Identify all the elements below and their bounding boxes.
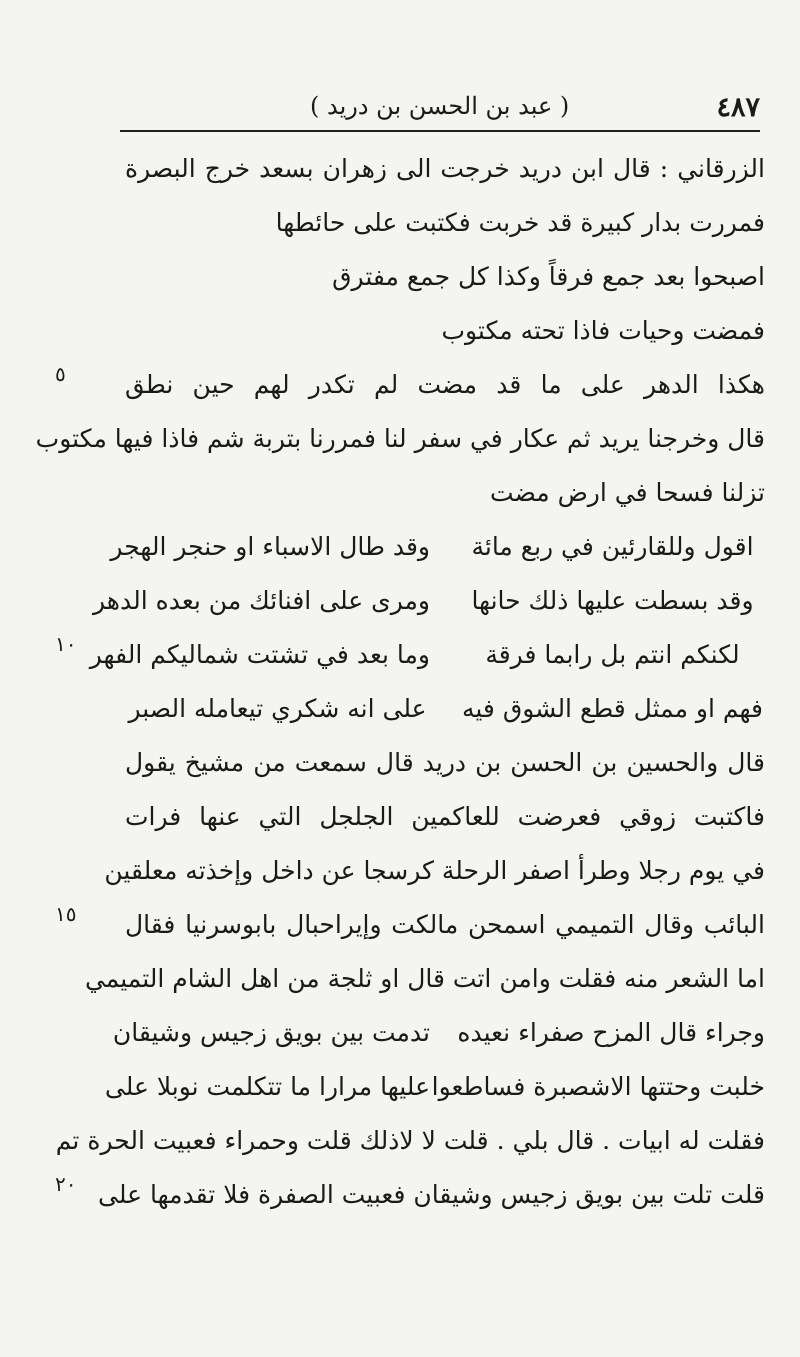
verse-row bbox=[89, 628, 765, 682]
text-line: الزرقاني : قال ابن دريد خرجت الى زهران بسعد خرج البصرة bbox=[125, 154, 765, 183]
verse-hemistich: اقول وللقارئين في ربع مائة bbox=[471, 532, 754, 561]
verse-hemistich: عليها مرارا ما تتكلمت نوبلا على bbox=[104, 1072, 430, 1101]
text-line: هكذا الدهر على ما قد مضت لم تكدر لهم حين نطق bbox=[125, 370, 765, 399]
line-number-margin: ٥ bbox=[55, 362, 66, 386]
page-number: ٤٨٧ bbox=[716, 92, 760, 123]
verse-row bbox=[125, 682, 765, 736]
verse-hemistich: وقد بسطت عليها ذلك حانها bbox=[471, 586, 754, 615]
text-line: قال والحسين بن الحسن بن دريد قال سمعت من مشيخ يقول bbox=[125, 748, 765, 777]
text-line: فمضت وحيات فاذا تحته مكتوب bbox=[441, 316, 765, 345]
text-line: فمررت بدار كبيرة قد خربت فكتبت على حائطها bbox=[275, 208, 765, 237]
verse-hemistich: خلبت وحتتها الاشصبرة فساطعوا bbox=[431, 1072, 765, 1101]
line-number-margin: ١٠ bbox=[55, 632, 77, 656]
text-line: قلت تلت بين بويق زجيس وشيقان فعبيت الصفرة فلا تقدمها على bbox=[98, 1180, 765, 1209]
text-line: تزلنا فسحا في ارض مضت bbox=[490, 478, 765, 507]
verse-hemistich: لكنكم انتم بل رابما فرقة bbox=[485, 640, 740, 669]
text-line: فقلت له ابيات . قال بلي . قلت لا لاذلك قلت وحمراء فعبيت الحرة تم bbox=[55, 1126, 765, 1155]
running-title: ( عبد بن الحسن بن دريد ) bbox=[310, 92, 570, 120]
verse-hemistich: فهم او ممثل قطع الشوق فيه bbox=[461, 694, 764, 723]
verse-row bbox=[93, 574, 765, 628]
verse-row bbox=[125, 250, 765, 304]
verse-row bbox=[104, 1060, 765, 1114]
header-rule bbox=[120, 130, 760, 132]
verse-hemistich: على انه شكري تيعامله الصبر bbox=[128, 694, 427, 723]
text-line: فاكتبت زوقي فعرضت للعاكمين الجلجل التي عنها فرات bbox=[125, 802, 765, 831]
line-number-margin: ٢٠ bbox=[55, 1172, 77, 1196]
verse-hemistich: وقد طال الاسباء او حنجر الهجر bbox=[110, 532, 430, 561]
page-header bbox=[120, 86, 760, 130]
verse-row bbox=[110, 520, 765, 574]
text-line: في يوم رجلا وطرأ اصفر الرحلة كرسجا عن داخل وإخذته معلقين bbox=[104, 856, 765, 885]
verse-hemistich: اصبحوا بعد جمع فرقاً وكذا كل جمع مفترق bbox=[332, 262, 765, 291]
verse-hemistich: وما بعد في تشتت شماليكم الفهر bbox=[89, 640, 430, 669]
verse-hemistich: وجراء قال المزح صفراء نعيده bbox=[457, 1018, 765, 1047]
verse-hemistich: تدمت بين بويق زجيس وشيقان bbox=[112, 1018, 430, 1047]
line-number-margin: ١٥ bbox=[55, 902, 77, 926]
text-line: البائب وقال التميمي اسمحن مالكت وإيراحبال بابوسرنيا فقال bbox=[125, 910, 765, 939]
verse-hemistich: ومرى على افنائك من بعده الدهر bbox=[93, 586, 430, 615]
verse-row bbox=[112, 1006, 765, 1060]
text-line: اما الشعر منه فقلت وامن اتت قال او ثلجة من اهل الشام التميمي bbox=[84, 964, 765, 993]
text-line: قال وخرجنا يريد ثم عكار في سفر لنا فمررنا بتربة شم فاذا فيها مكتوب bbox=[35, 424, 765, 453]
